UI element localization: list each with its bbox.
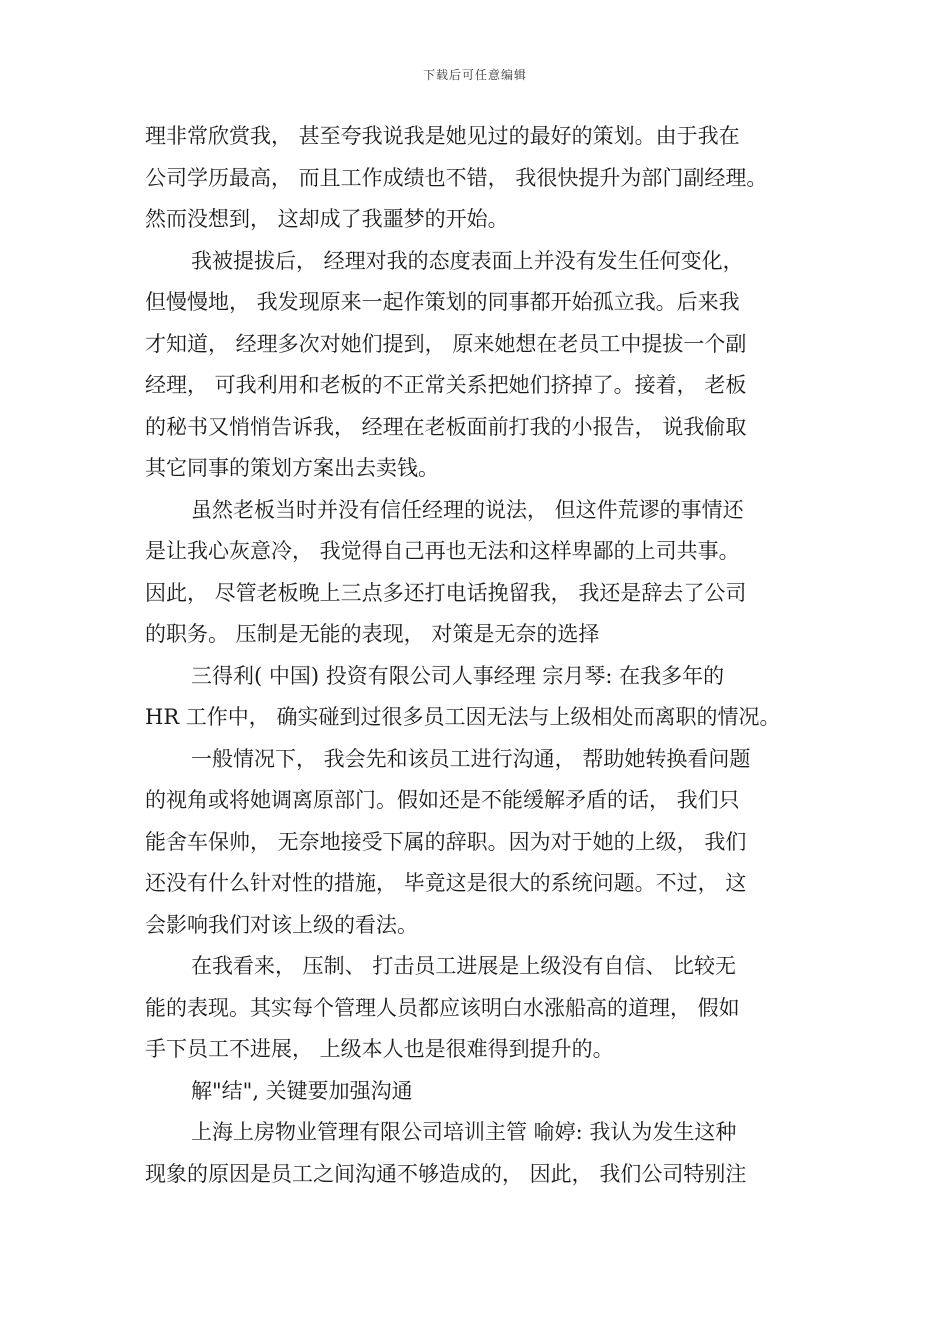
text-line: 才知道， 经理多次对她们提到， 原来她想在老员工中提拔一个副: [145, 331, 747, 356]
text-line: 还没有什么针对性的措施， 毕竟这是很大的系统问题。不过， 这: [145, 871, 747, 895]
paragraph-first-line: 解"结", 关键要加强沟通: [191, 1078, 413, 1103]
text-line: HR 工作中， 确实碰到过很多员工因无法与上级相处而离职的情况。: [145, 705, 781, 729]
text-line: 能舍车保帅， 无奈地接受下属的辞职。因为对于她的上级， 我们: [145, 829, 747, 854]
text-line: 的秘书又悄悄告诉我， 经理在老板面前打我的小报告， 说我偷取: [145, 414, 747, 439]
text-line: 然而没想到， 这却成了我噩梦的开始。: [145, 207, 509, 231]
text-line: 能的表现。其实每个管理人员都应该明白水涨船高的道理， 假如: [145, 995, 740, 1020]
paragraph-first-line: 我被提拔后， 经理对我的态度表面上并没有发生任何变化，: [191, 248, 744, 273]
text-line: 理非常欣赏我， 甚至夸我说我是她见过的最好的策划。由于我在: [145, 124, 740, 148]
paragraph-first-line: 在我看来， 压制、 打击员工进展是上级没有自信、 比较无: [191, 954, 737, 978]
text-line: 的职务。 压制是无能的表现， 对策是无奈的选择: [145, 622, 600, 646]
paragraph-first-line: 一般情况下， 我会先和该员工进行沟通， 帮助她转换看问题: [191, 746, 751, 771]
text-line: 其它同事的策划方案出去卖钱。: [145, 456, 439, 480]
text-line: 经理， 可我利用和老板的不正常关系把她们挤掉了。接着， 老板: [145, 373, 747, 397]
text-line: 的视角或将她调离原部门。假如还是不能缓解矛盾的话， 我们只: [145, 788, 740, 812]
text-line: 因此， 尽管老板晚上三点多还打电话挽留我， 我还是辞去了公司: [145, 580, 747, 605]
document-body: [145, 116, 809, 1195]
text-line: 手下员工不进展， 上级本人也是很难得到提升的。: [145, 1037, 614, 1061]
text-line: 但慢慢地， 我发现原来一起作策划的同事都开始孤立我。后来我: [145, 290, 740, 314]
paragraph-first-line: 上海上房物业管理有限公司培训主管 喻婷: 我认为发生这种: [191, 1120, 737, 1144]
text-line: 公司学历最高， 而且工作成绩也不错， 我很快提升为部门副经理。: [145, 165, 768, 190]
text-line: 现象的原因是员工之间沟通不够造成的， 因此， 我们公司特别注: [145, 1161, 747, 1186]
page-header: 下载后可任意编辑: [422, 68, 527, 82]
paragraph-first-line: 虽然老板当时并没有信任经理的说法， 但这件荒谬的事情还: [191, 497, 744, 522]
text-line: 是让我心灰意冷， 我觉得自己再也无法和这样卑鄙的上司共事。: [145, 539, 740, 563]
text-line: 会影响我们对该上级的看法。: [145, 912, 418, 937]
paragraph-first-line: 三得利( 中国) 投资有限公司人事经理 宗月琴: 在我多年的: [191, 663, 725, 688]
